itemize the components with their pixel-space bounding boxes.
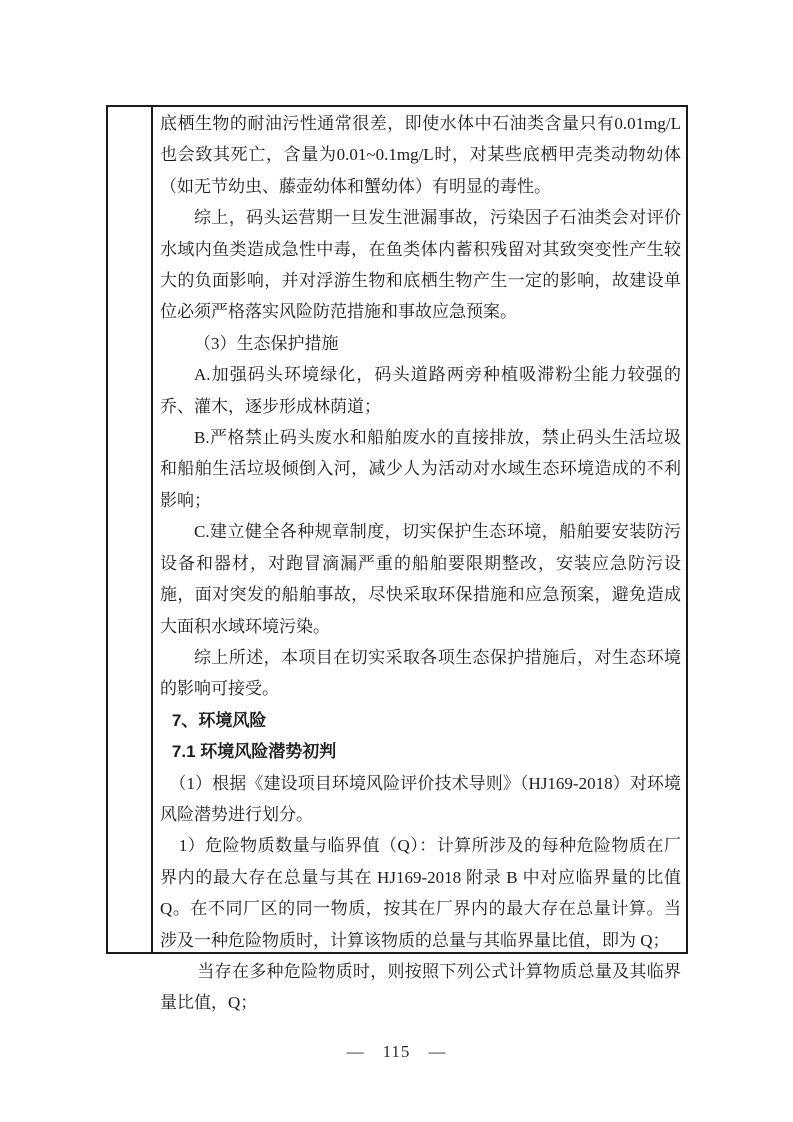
document-table (106, 105, 688, 1013)
footer-dash-left: — (346, 1042, 365, 1061)
paragraph-measure-b-wastewater: B.严格禁止码头废水和船舶废水的直接排放，禁止码头生活垃圾和船舶生活垃圾倾倒入河，减少人为活动对水域生态环境造成的不利影响； (160, 428, 681, 510)
paragraph-eco-conclusion: 综上所述，本项目在切实采取各项生态保护措施后，对生态环境的影响可接受。 (160, 647, 681, 699)
paragraph-eco-protection-measures-title: （3）生态保护措施 (194, 333, 339, 353)
footer-dash-right: — (428, 1042, 447, 1061)
paragraph-benthic-oil-tolerance: 底栖生物的耐油污性通常很差，即使水体中石油类含量只有0.01mg/L也会致其死亡，含量为0.01~0.1mg/L时，对某些底栖甲壳类动物幼体（如无节幼虫、藤壶幼体和蟹幼体）有明显的毒性。 (160, 114, 681, 196)
paragraph-risk-guideline-hj169: （1）根据《建设项目环境风险评价技术导则》（HJ169-2018）对环境风险潜势进行划分。 (160, 773, 681, 824)
page-number: 115 (382, 1042, 411, 1061)
table-margin-column (108, 107, 153, 952)
paragraph-measure-c-regulations: C.建立健全各种规章制度，切实保护生态环境，船舶要安装防污设备和器材，对跑冒滴漏严重的船舶要限期整改，安装应急防污设施，面对突发的船舶事故，尽快采取环保措施和应急预案，避免造成大面积水域环境污染。 (160, 522, 681, 636)
page-footer (0, 1042, 793, 1062)
paragraph-leak-accident-summary: 综上，码头运营期一旦发生泄漏事故，污染因子石油类会对评价水域内鱼类造成急性中毒，在鱼类体内蓄积残留对其致突变性产生较大的负面影响，并对浮游生物和底栖生物产生一定的影响，故建设单位必须严格落实风险防范措施和事故应急预案。 (160, 208, 681, 322)
section-heading-7-environmental-risk: 7、环境风险 (171, 710, 267, 730)
paragraph-hazardous-quantity-q: 1）危险物质数量与临界值（Q）：计算所涉及的每种危险物质在厂界内的最大存在总量与其在 HJ169-2018 附录 B 中对应临界量的比值 Q。在不同厂区的同一物质，按其在厂界内的最大存在总量计算。当涉及一种危险物质时，计算该物质的总量与其临界量比值，即为 Q； (160, 836, 681, 950)
paragraph-multiple-substances-formula: 当存在多种危险物质时，则按照下列公式计算物质总量及其临界量比值，Q； (160, 961, 681, 1013)
paragraph-measure-a-greening: A.加强码头环境绿化，码头道路两旁种植吸滞粉尘能力较强的乔、灌木，逐步形成林荫道； (160, 365, 681, 416)
table-content-column (153, 107, 686, 1013)
section-heading-7-1-risk-potential: 7.1 环境风险潜势初判 (171, 742, 337, 762)
